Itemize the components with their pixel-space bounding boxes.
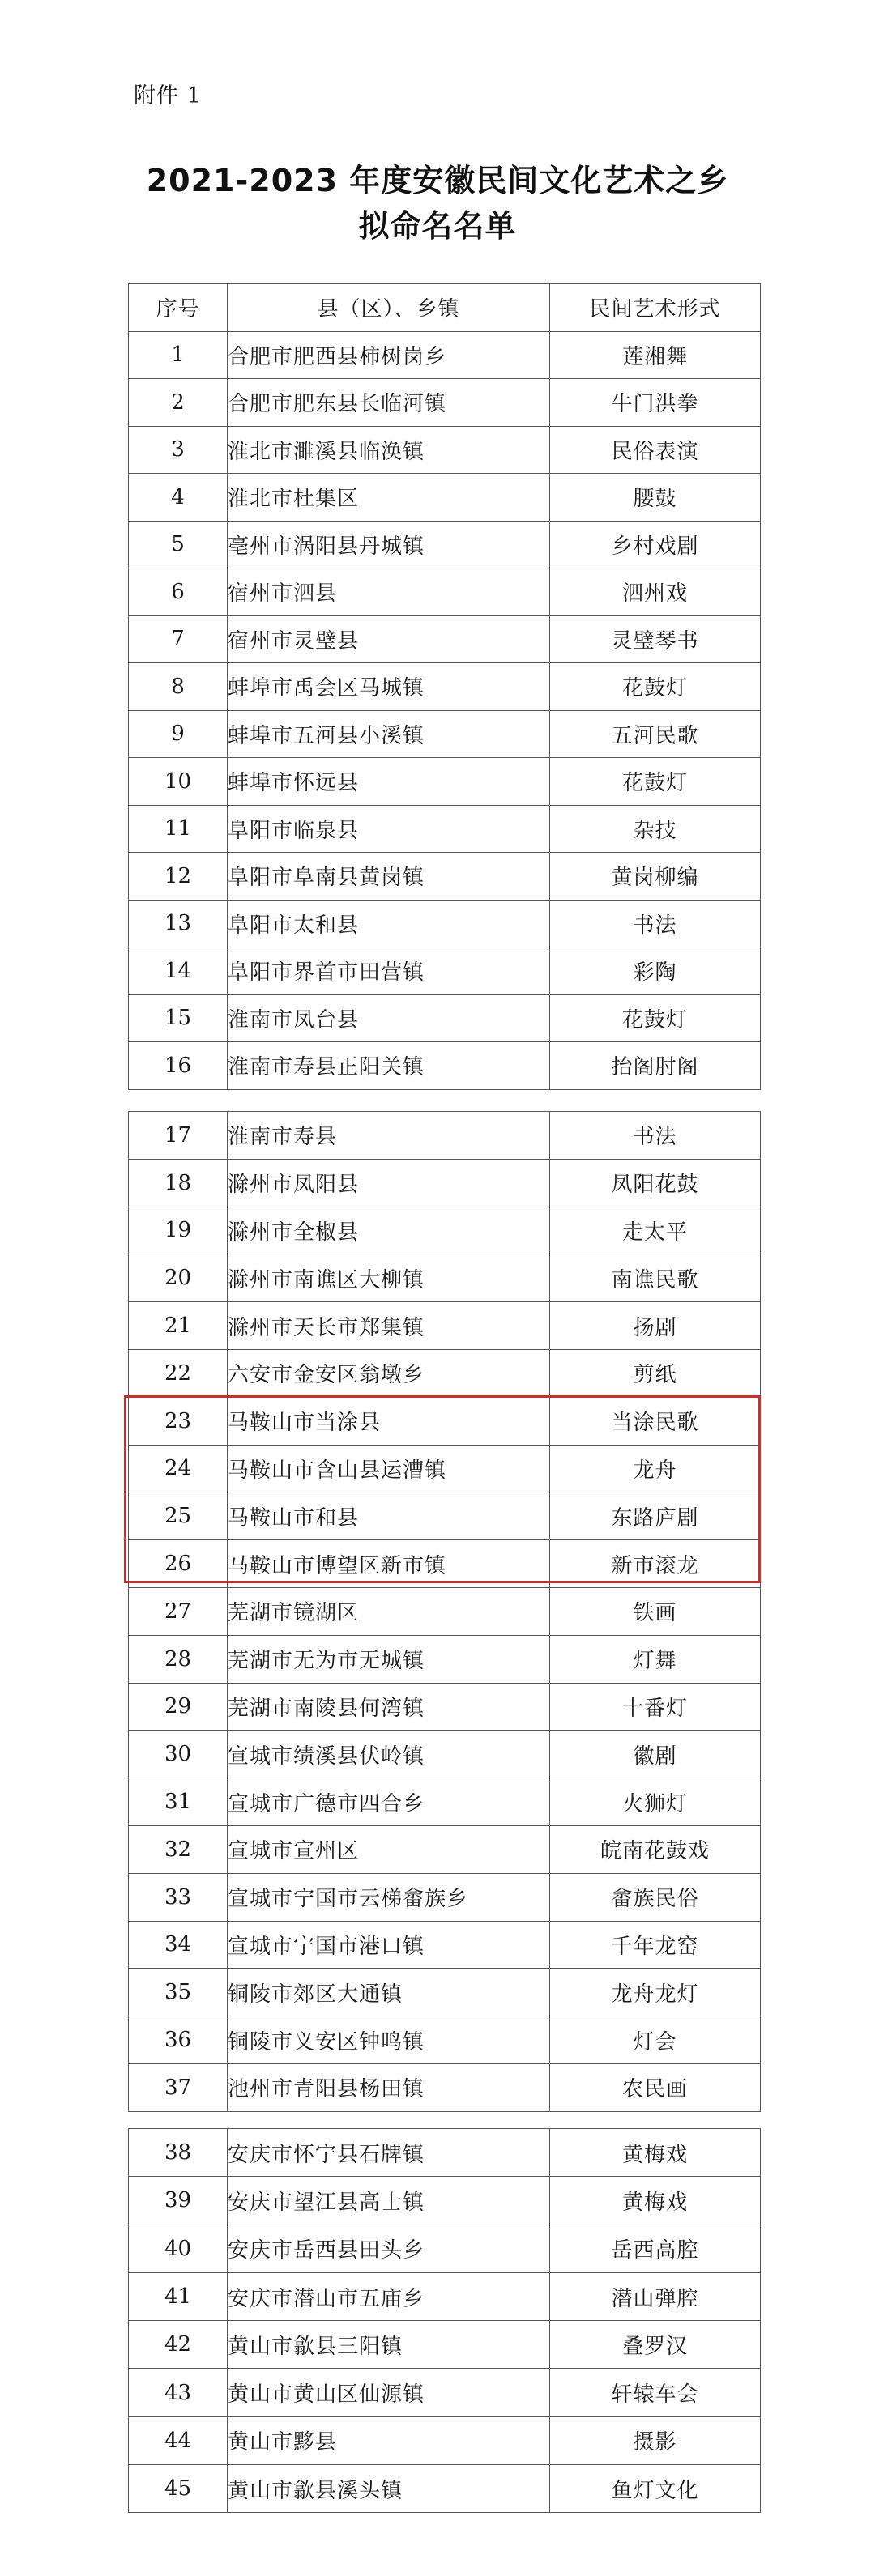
cell-art-form: 铁画 [550,1587,761,1635]
cell-serial-number: 32 [129,1825,228,1873]
cell-art-form: 灯舞 [550,1635,761,1683]
table-row [129,2369,761,2416]
cell-serial-number: 24 [129,1445,228,1492]
cell-location: 池州市青阳县杨田镇 [228,2063,550,2111]
table-row [129,2416,761,2464]
cell-serial-number: 33 [129,1873,228,1921]
cell-art-form: 剪纸 [550,1349,761,1397]
cell-location: 滁州市天长市郑集镇 [228,1302,550,1350]
cell-serial-number: 18 [129,1159,228,1207]
cell-location: 淮南市寿县正阳关镇 [228,1042,550,1090]
table-row [129,1873,761,1921]
cell-serial-number: 16 [129,1042,228,1090]
cell-serial-number: 23 [129,1397,228,1445]
cell-art-form: 乡村戏剧 [550,521,761,568]
cell-serial-number: 13 [129,900,228,947]
cell-serial-number: 12 [129,853,228,901]
cell-serial-number: 28 [129,1635,228,1683]
table-row [129,1635,761,1683]
cell-serial-number: 2 [129,379,228,427]
cell-serial-number: 11 [129,805,228,853]
cell-location: 黄山市歙县溪头镇 [228,2465,550,2513]
cell-location: 蚌埠市怀远县 [228,758,550,806]
cell-art-form: 皖南花鼓戏 [550,1825,761,1873]
cell-location: 铜陵市义安区钟鸣镇 [228,2016,550,2064]
table-row [129,474,761,522]
cell-serial-number: 37 [129,2063,228,2111]
cell-serial-number: 14 [129,947,228,995]
table-row [129,2321,761,2369]
header-art-form: 民间艺术形式 [550,284,761,332]
cell-serial-number: 44 [129,2416,228,2464]
table-row [129,1207,761,1254]
table-row [129,1921,761,1969]
cell-location: 蚌埠市禹会区马城镇 [228,663,550,711]
cell-serial-number: 25 [129,1492,228,1540]
table-row [129,1587,761,1635]
cell-art-form: 书法 [550,900,761,947]
table-row [129,1969,761,2016]
table-row [129,2225,761,2272]
cell-serial-number: 19 [129,1207,228,1254]
table-row [129,1683,761,1731]
cell-art-form: 南谯民歌 [550,1254,761,1302]
cell-art-form: 新市滚龙 [550,1540,761,1588]
cell-art-form: 摄影 [550,2416,761,2464]
cell-art-form: 灯会 [550,2016,761,2064]
cell-location: 合肥市肥东县长临河镇 [228,379,550,427]
page-title-line1: 2021-2023 年度安徽民间文化艺术之乡 [146,163,729,198]
cell-serial-number: 8 [129,663,228,711]
cell-location: 黄山市黄山区仙源镇 [228,2369,550,2416]
table-row [129,758,761,806]
cell-art-form: 畲族民俗 [550,1873,761,1921]
table-row [129,1540,761,1588]
cell-art-form: 腰鼓 [550,474,761,522]
cell-location: 宿州市灵璧县 [228,615,550,663]
cell-art-form: 千年龙窑 [550,1921,761,1969]
page-title-line2: 拟命名名单 [358,208,517,244]
cell-serial-number: 29 [129,1683,228,1731]
cell-serial-number: 42 [129,2321,228,2369]
cell-location: 亳州市涡阳县丹城镇 [228,521,550,568]
table-row [129,1349,761,1397]
cell-serial-number: 17 [129,1112,228,1160]
cell-art-form: 黄梅戏 [550,2129,761,2177]
cell-serial-number: 27 [129,1587,228,1635]
cell-art-form: 龙舟龙灯 [550,1969,761,2016]
cell-art-form: 黄岗柳编 [550,853,761,901]
cell-serial-number: 35 [129,1969,228,2016]
cell-serial-number: 45 [129,2465,228,2513]
cell-art-form: 莲湘舞 [550,331,761,379]
cell-serial-number: 34 [129,1921,228,1969]
list-table-part3 [128,2128,761,2513]
cell-serial-number: 30 [129,1731,228,1778]
cell-art-form: 书法 [550,1112,761,1160]
cell-location: 芜湖市镜湖区 [228,1587,550,1635]
cell-serial-number: 38 [129,2129,228,2177]
cell-location: 淮北市濉溪县临涣镇 [228,426,550,474]
table-row [129,379,761,427]
cell-location: 安庆市怀宁县石牌镇 [228,2129,550,2177]
table-row [129,1042,761,1090]
table-row [129,1112,761,1160]
cell-serial-number: 20 [129,1254,228,1302]
list-table-part2 [128,1111,761,2112]
cell-art-form: 花鼓灯 [550,758,761,806]
table-row [129,853,761,901]
cell-art-form: 农民画 [550,2063,761,2111]
table-row [129,2129,761,2177]
cell-art-form: 凤阳花鼓 [550,1159,761,1207]
table-row [129,710,761,758]
cell-location: 淮北市杜集区 [228,474,550,522]
cell-location: 阜阳市临泉县 [228,805,550,853]
cell-location: 黄山市黟县 [228,2416,550,2464]
cell-art-form: 叠罗汉 [550,2321,761,2369]
cell-location: 滁州市南谯区大柳镇 [228,1254,550,1302]
cell-location: 安庆市望江县高士镇 [228,2177,550,2225]
cell-location: 合肥市肥西县柿树岗乡 [228,331,550,379]
cell-location: 铜陵市郊区大通镇 [228,1969,550,2016]
cell-location: 滁州市全椒县 [228,1207,550,1254]
table-row [129,2272,761,2320]
table-row [129,947,761,995]
list-table-part1 [128,283,761,1090]
cell-location: 淮南市寿县 [228,1112,550,1160]
cell-location: 阜阳市界首市田营镇 [228,947,550,995]
table-row [129,1731,761,1778]
cell-serial-number: 39 [129,2177,228,2225]
table-row [129,2465,761,2513]
header-serial-number: 序号 [129,284,228,332]
cell-art-form: 东路庐剧 [550,1492,761,1540]
cell-art-form: 牛门洪拳 [550,379,761,427]
cell-serial-number: 40 [129,2225,228,2272]
cell-art-form: 走太平 [550,1207,761,1254]
cell-location: 马鞍山市博望区新市镇 [228,1540,550,1588]
cell-location: 宣城市宁国市港口镇 [228,1921,550,1969]
table-row [129,2016,761,2064]
table-row [129,1397,761,1445]
cell-art-form: 民俗表演 [550,426,761,474]
cell-location: 宣城市广德市四合乡 [228,1778,550,1826]
cell-art-form: 灵璧琴书 [550,615,761,663]
cell-art-form: 潜山弹腔 [550,2272,761,2320]
cell-location: 宣城市宁国市云梯畲族乡 [228,1873,550,1921]
cell-art-form: 徽剧 [550,1731,761,1778]
table-row [129,615,761,663]
cell-serial-number: 31 [129,1778,228,1826]
cell-location: 马鞍山市和县 [228,1492,550,1540]
table-row [129,1254,761,1302]
cell-art-form: 黄梅戏 [550,2177,761,2225]
cell-art-form: 泗州戏 [550,568,761,616]
table-row [129,1778,761,1826]
cell-serial-number: 9 [129,710,228,758]
cell-art-form: 岳西高腔 [550,2225,761,2272]
cell-serial-number: 36 [129,2016,228,2064]
table-row [129,1302,761,1350]
cell-location: 芜湖市无为市无城镇 [228,1635,550,1683]
cell-serial-number: 7 [129,615,228,663]
cell-location: 阜阳市太和县 [228,900,550,947]
table-row [129,568,761,616]
cell-serial-number: 10 [129,758,228,806]
cell-art-form: 火狮灯 [550,1778,761,1826]
table-row [129,663,761,711]
attachment-label: 附件 1 [134,83,202,109]
table-row [129,1159,761,1207]
cell-location: 蚌埠市五河县小溪镇 [228,710,550,758]
table-row [129,331,761,379]
cell-serial-number: 3 [129,426,228,474]
cell-location: 马鞍山市含山县运漕镇 [228,1445,550,1492]
cell-art-form: 抬阁肘阁 [550,1042,761,1090]
table-header-row [129,284,761,332]
table-row [129,805,761,853]
cell-location: 宣城市宣州区 [228,1825,550,1873]
cell-art-form: 龙舟 [550,1445,761,1492]
cell-art-form: 彩陶 [550,947,761,995]
cell-serial-number: 4 [129,474,228,522]
cell-location: 宿州市泗县 [228,568,550,616]
table-row [129,900,761,947]
table-row [129,994,761,1042]
cell-art-form: 当涂民歌 [550,1397,761,1445]
cell-location: 宣城市绩溪县伏岭镇 [228,1731,550,1778]
cell-art-form: 花鼓灯 [550,994,761,1042]
cell-art-form: 杂技 [550,805,761,853]
table-row [129,2063,761,2111]
table-row [129,2177,761,2225]
cell-serial-number: 41 [129,2272,228,2320]
cell-serial-number: 1 [129,331,228,379]
cell-location: 安庆市潜山市五庙乡 [228,2272,550,2320]
cell-art-form: 扬剧 [550,1302,761,1350]
header-location: 县（区）、乡镇 [228,284,550,332]
cell-location: 安庆市岳西县田头乡 [228,2225,550,2272]
table-row [129,426,761,474]
cell-art-form: 五河民歌 [550,710,761,758]
cell-location: 芜湖市南陵县何湾镇 [228,1683,550,1731]
cell-location: 滁州市凤阳县 [228,1159,550,1207]
cell-art-form: 花鼓灯 [550,663,761,711]
cell-serial-number: 15 [129,994,228,1042]
cell-art-form: 十番灯 [550,1683,761,1731]
cell-location: 六安市金安区翁墩乡 [228,1349,550,1397]
cell-location: 淮南市凤台县 [228,994,550,1042]
cell-serial-number: 21 [129,1302,228,1350]
cell-art-form: 轩辕车会 [550,2369,761,2416]
cell-serial-number: 5 [129,521,228,568]
cell-serial-number: 22 [129,1349,228,1397]
table-row [129,1825,761,1873]
cell-serial-number: 6 [129,568,228,616]
cell-serial-number: 26 [129,1540,228,1588]
cell-art-form: 鱼灯文化 [550,2465,761,2513]
cell-location: 阜阳市阜南县黄岗镇 [228,853,550,901]
cell-location: 黄山市歙县三阳镇 [228,2321,550,2369]
cell-location: 马鞍山市当涂县 [228,1397,550,1445]
cell-serial-number: 43 [129,2369,228,2416]
table-row [129,521,761,568]
table-row [129,1445,761,1492]
table-row [129,1492,761,1540]
